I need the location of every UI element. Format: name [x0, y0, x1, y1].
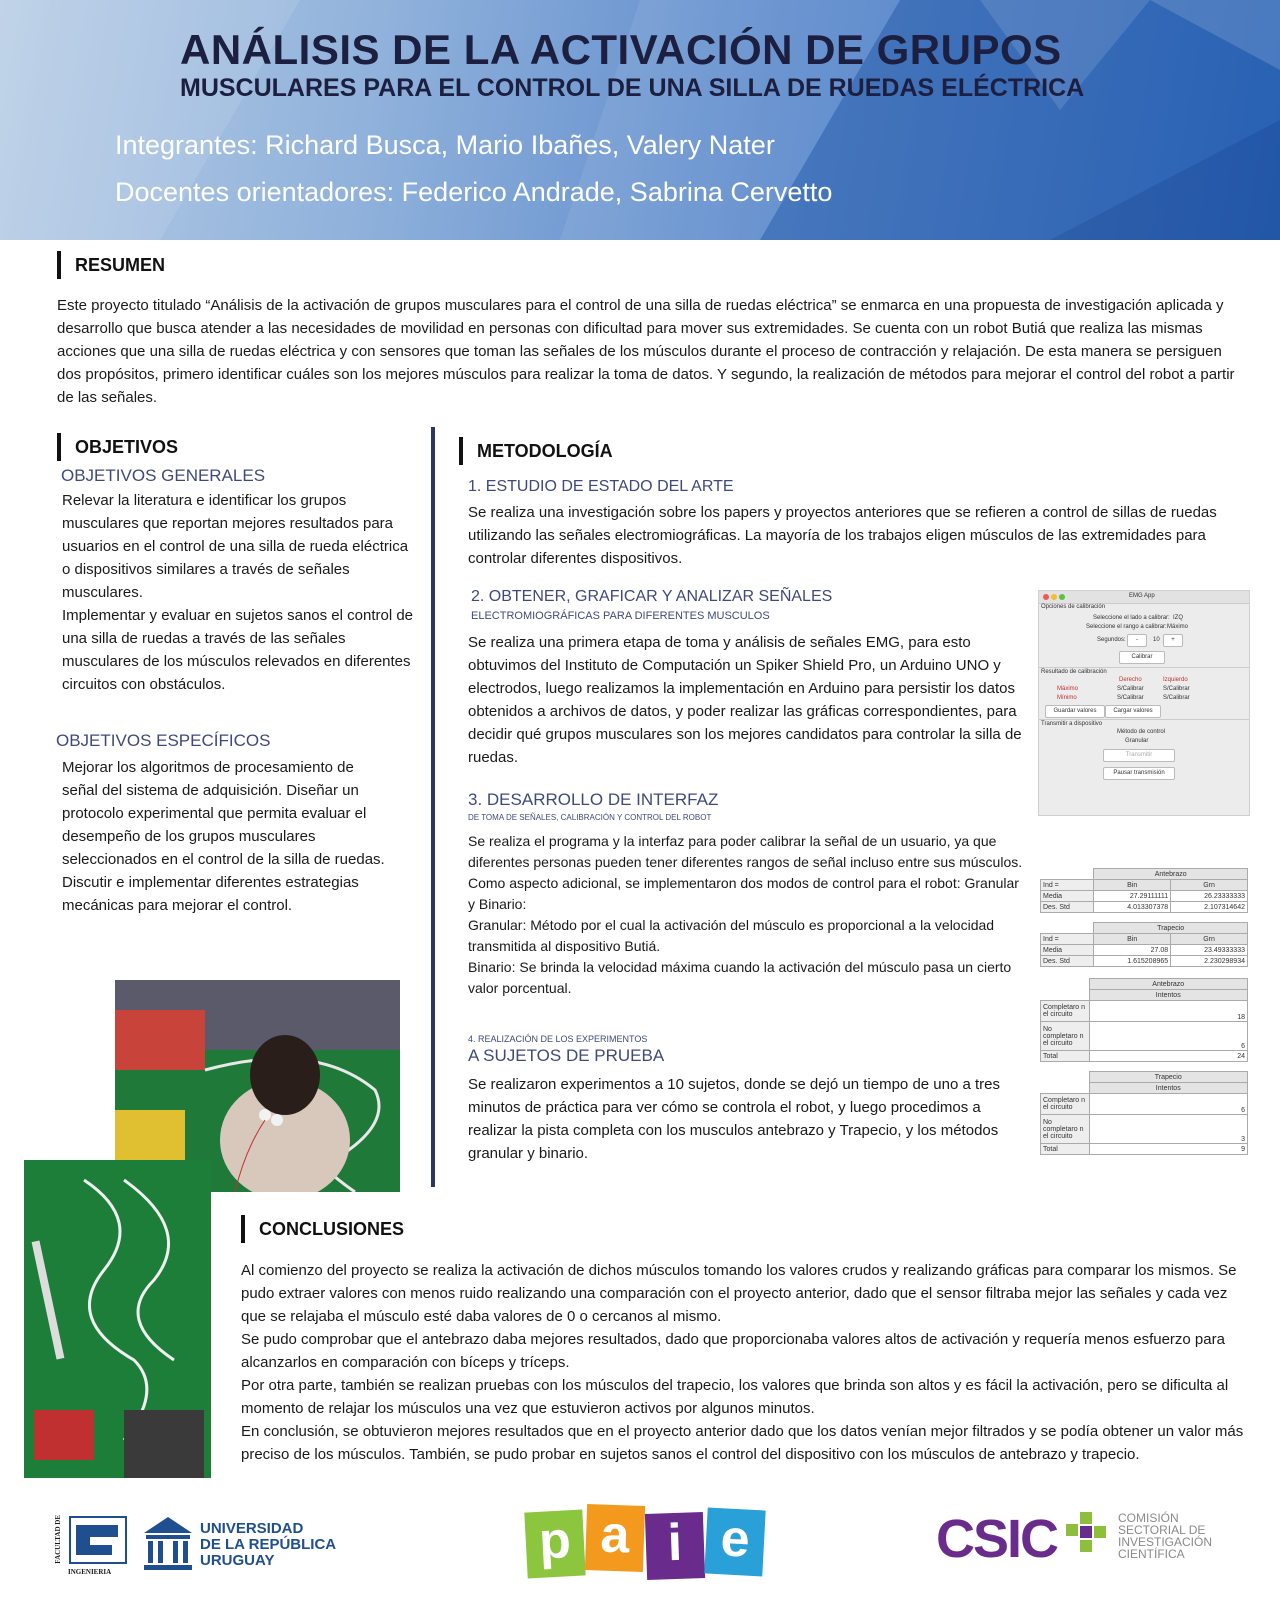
table-row-label: Media [1041, 891, 1094, 902]
table-group: Trapecio [1089, 1072, 1248, 1083]
table-row-label: No completaro n el circuito [1041, 1115, 1090, 1144]
min-left-value: S/Calibrar [1163, 695, 1190, 701]
resumen-text: Este proyecto titulado “Análisis de la activación de grupos musculares para el control de una silla de ruedas eléctrica” se enmarca en una propuesta de investigación aplicada y desarrollo que busca atender a las necesidades de movilidad en personas con dificultad para mover sus extremidades. Se cuenta con un robot Butiá que realiza las mismas acciones que una silla de ruedas eléctrica y con sensores que toman las señales de los músculos durante el proceso de contracción y relajación. De esta manera se persiguen dos propósitos, primero identificar cuáles son los mejores músculos para realizar la toma de datos. Y segundo, la realización de métodos para mejorar el control del robot a partir de las señales. [57, 297, 1235, 406]
col-right-label: Derecho [1119, 677, 1142, 683]
calib-section-label: Opciones de calibración [1041, 604, 1106, 610]
transmit-button[interactable]: Transmitir [1103, 749, 1175, 762]
table-row-label: Total [1041, 1144, 1090, 1155]
table-cell: 2.230298934 [1171, 956, 1248, 967]
max-right-value: S/Calibrar [1117, 686, 1144, 692]
metodologia-s3-text2: Granular: Método por el cual la activación del músculo es proporcional a la velocidad transmitida al dispositivo Butiá. [468, 917, 995, 954]
conclusiones-p3: Por otra parte, también se realizan pruebas con los músculos del trapecio, los valores que brinda son altos y es fácil la activación, pero se dificulta al momento de relajar los músculos una vez que estuvieron activos por algunos minutos. [241, 1377, 1229, 1417]
table-sub: Intentos [1089, 990, 1248, 1001]
paie-letter-p: p [524, 1510, 585, 1579]
csic-line2: SECTORIAL DE [1118, 1523, 1206, 1537]
poster-title-line2: MUSCULARES PARA EL CONTROL DE UNA SILLA DE RUEDAS ELÉCTRICA [180, 74, 1085, 102]
advisors-line: Docentes orientadores: Federico Andrade, Sabrina Cervetto [115, 177, 833, 207]
udelar-line1: UNIVERSIDAD [200, 1520, 304, 1537]
calibrate-button[interactable]: Calibrar [1119, 651, 1165, 664]
section-divider [1039, 719, 1249, 720]
emg-app-window [1038, 590, 1250, 816]
metodologia-heading: METODOLOGÍA [459, 437, 613, 465]
objetivos-generales-title: OBJETIVOS GENERALES [61, 466, 266, 485]
conclusiones-p4: En conclusión, se obtuvieron mejores resultados que en el proyecto anterior dado que los datos venían mejor filtrados y se podía obtener un valor más preciso de los músculos. También, se pudo probar en sujetos sanos el control del dispositivo con los músculos de antebrazo y trapecio. [241, 1423, 1244, 1463]
csic-line1: COMISIÓN [1118, 1511, 1179, 1525]
table-row-label: Completaro n el circuito [1041, 1094, 1090, 1115]
table-cell: 6 [1089, 1022, 1248, 1051]
csic-name [1118, 1512, 1212, 1560]
fing-logo [54, 1515, 128, 1576]
table-col: Grn [1171, 880, 1248, 891]
emg-app-title: EMG App [1129, 593, 1155, 599]
metodologia-s4-text: Se realizaron experimentos a 10 sujetos, donde se dejó un tiempo de uno a tres minutos de práctica para ver cómo se controla el robot, y luego procedimos a realizar la pista completa con los musculos antebrazo y Trapecio, y los métodos granular y binario. [468, 1076, 1001, 1162]
udelar-line3: URUGUAY [200, 1552, 275, 1569]
fing-line1: FACULTAD DE [54, 1515, 62, 1564]
paie-logo [526, 1505, 766, 1585]
seconds-minus-button[interactable]: - [1127, 634, 1147, 647]
row-min-label: Mínimo [1057, 695, 1077, 701]
range-label: Seleccione el rango a calibrar: [1086, 624, 1167, 630]
result-section-label: Resultado de calibración [1041, 669, 1107, 675]
emg-app-titlebar [1039, 591, 1249, 604]
paie-letter-a: a [585, 1504, 645, 1572]
table-cell: 3 [1089, 1115, 1248, 1144]
conclusiones-heading: CONCLUSIONES [241, 1215, 404, 1243]
table-cell: 9 [1089, 1144, 1248, 1155]
metodologia-s4-sub: 4. REALIZACIÓN DE LOS EXPERIMENTOS [468, 1034, 648, 1044]
table-cell: 1.615208965 [1094, 956, 1171, 967]
csic-squares-icon [1066, 1512, 1110, 1556]
udelar-name [200, 1521, 336, 1569]
poster-title-line1: ANÁLISIS DE LA ACTIVACIÓN DE GRUPOS [180, 26, 1062, 73]
metodologia-s1-text: Se realiza una investigación sobre los papers y proyectos anteriores que se refieren a control de sillas de ruedas utilizando las señales electromiográficas. La mayoría de los trabajos eligen músculos de las extremidades para controlar diferentes dispositivos. [468, 504, 1217, 567]
intentos-table-trapecio [1040, 1071, 1248, 1155]
metodologia-s2-sub: ELECTROMIOGRÁFICAS PARA DIFERENTES MUSCULOS [471, 610, 770, 622]
udelar-seal-icon [138, 1513, 198, 1575]
side-select[interactable]: IZQ [1173, 615, 1183, 621]
stats-table-antebrazo [1040, 868, 1248, 913]
row-max-label: Máximo [1057, 686, 1079, 692]
table-col: Bin [1094, 934, 1171, 945]
metodologia-s3-text1: Se realiza el programa y la interfaz para poder calibrar la señal de un usuario, ya que diferentes personas pueden tener diferentes rangos de señal incluso entre sus músculos. Como aspecto adicional, se implementaron dos modos de control para el robot: Granular y Binario: [468, 833, 1023, 912]
table-col: Grn [1171, 934, 1248, 945]
csic-line4: CIENTÍFICA [1118, 1547, 1185, 1561]
table-sub: Intentos [1089, 1083, 1248, 1094]
table-cell: 4.013307378 [1094, 902, 1171, 913]
seconds-value: 10 [1153, 637, 1160, 643]
table-cell: 26.23333333 [1171, 891, 1248, 902]
table-row-label: Des. Std [1041, 956, 1094, 967]
transmit-section-label: Transmitir a dispositivo [1041, 721, 1103, 727]
table-cell: 27.29111111 [1094, 891, 1171, 902]
paie-letter-i: i [645, 1512, 705, 1580]
side-label: Seleccione el lado a calibrar: [1093, 615, 1170, 621]
close-dot-icon[interactable] [1043, 594, 1049, 600]
poster-header [0, 0, 1280, 240]
paie-letter-e: e [704, 1508, 765, 1577]
table-row-label: Completaro n el circuito [1041, 1001, 1090, 1022]
pause-transmission-button[interactable]: Pausar transmisión [1103, 767, 1175, 780]
table-cell: 18 [1089, 1001, 1248, 1022]
table-group: Trapecio [1094, 923, 1248, 934]
save-values-button[interactable]: Guardar valores [1045, 705, 1105, 718]
table-cell: 23.49333333 [1171, 945, 1248, 956]
column-divider [431, 427, 435, 1187]
table-cell: 27.08 [1094, 945, 1171, 956]
seconds-plus-button[interactable]: + [1163, 634, 1183, 647]
metodologia-s1-title: 1. ESTUDIO DE ESTADO DEL ARTE [468, 478, 734, 495]
photo-circuit-track [24, 1160, 211, 1478]
csic-mark: CSIC [936, 1509, 1058, 1569]
csic-line3: INVESTIGACIÓN [1118, 1535, 1213, 1549]
intentos-table-antebrazo [1040, 978, 1248, 1062]
table-cell: 2.107314642 [1171, 902, 1248, 913]
metodologia-s3-text3: Binario: Se brinda la velocidad máxima cuando la activación del músculo pasa un cierto valor porcentual. [468, 959, 1012, 996]
table-row-label: Des. Std [1041, 902, 1094, 913]
objetivos-especificos-text: Mejorar los algoritmos de procesamiento de señal del sistema de adquisición. Diseñar un protocolo experimental que permita evaluar el desempeño de los grupos musculares seleccionados en el control de la silla de ruedas. Discutir e implementar diferentes estrategias mecánicas para mejorar el control. [62, 759, 385, 914]
objetivos-especificos-title: OBJETIVOS ESPECÍFICOS [56, 731, 271, 750]
table-index-label: Ind = [1041, 934, 1094, 945]
col-left-label: Izquierdo [1163, 677, 1188, 683]
metodologia-s3-title: 3. DESARROLLO DE INTERFAZ [468, 790, 719, 809]
objetivos-heading: OBJETIVOS [57, 433, 178, 461]
table-group: Antebrazo [1089, 979, 1248, 990]
metodologia-s2-title: 2. OBTENER, GRAFICAR Y ANALIZAR SEÑALES [471, 588, 833, 605]
resumen-heading: RESUMEN [57, 251, 165, 279]
mode-label: Método de control [1117, 729, 1166, 735]
objetivos-generales-text2: Implementar y evaluar en sujetos sanos el control de una silla de ruedas a través de las señales musculares de los músculos relevados en diferentes circuitos con obstáculos. [62, 607, 414, 693]
stats-table-trapecio [1040, 922, 1248, 967]
udelar-line2: DE LA REPÚBLICA [200, 1536, 337, 1553]
seconds-label: Segundos: [1097, 637, 1126, 643]
fing-line2: INGENIERIA [68, 1568, 112, 1576]
table-cell: 24 [1089, 1051, 1248, 1062]
max-left-value: S/Calibrar [1163, 686, 1190, 692]
metodologia-s3-sub: DE TOMA DE SEÑALES, CALIBRACIÓN Y CONTROL DEL ROBOT [468, 813, 712, 822]
table-cell: 6 [1089, 1094, 1248, 1115]
range-select[interactable]: Máximo [1167, 624, 1189, 630]
minimize-dot-icon[interactable] [1051, 594, 1057, 600]
table-group: Antebrazo [1094, 869, 1248, 880]
table-col: Bin [1094, 880, 1171, 891]
min-right-value: S/Calibrar [1117, 695, 1144, 701]
objetivos-generales-text: Relevar la literatura e identificar los grupos musculares que reportan mejores resultados para usuarios en el control de una silla de rueda eléctrica o dispositivos similares a través de señales musculares. [62, 492, 409, 601]
members-line: Integrantes: Richard Busca, Mario Ibañes, Valery Nater [115, 130, 775, 160]
table-index-label: Ind = [1041, 880, 1094, 891]
load-values-button[interactable]: Cargar valores [1105, 705, 1161, 718]
table-row-label: Media [1041, 945, 1094, 956]
mode-select[interactable]: Granular [1125, 738, 1149, 744]
section-divider [1039, 667, 1249, 668]
table-row-label: No completaro n el circuito [1041, 1022, 1090, 1051]
table-row-label: Total [1041, 1051, 1090, 1062]
maximize-dot-icon[interactable] [1059, 594, 1065, 600]
conclusiones-p1: Al comienzo del proyecto se realiza la activación de dichos músculos tomando los valores crudos y realizando gráficas para comparar los mismos. Se pudo extraer valores con menos ruido realizando una comparación con el proyecto anterior, dado que el sensor filtraba mejor las señales y cada vez que se relajaba el músculo esté daba valores de 0 o cercanos al mismo. [241, 1262, 1237, 1325]
conclusiones-p2: Se pudo comprobar que el antebrazo daba mejores resultados, dado que proporcionaba valores altos de activación y requería menos esfuerzo para alcanzarlos en comparación con bíceps y tríceps. [241, 1331, 1225, 1371]
metodologia-s4-title: A SUJETOS DE PRUEBA [468, 1046, 665, 1065]
metodologia-s2-text: Se realiza una primera etapa de toma y análisis de señales EMG, para esto obtuvimos del Instituto de Computación un Spiker Shield Pro, un Arduino UNO y electrodos, luego realizamos la implementación en Arduino para persistir los datos obtenidos a archivos de datos, y poder realizar las gráficas correspondientes, para decidir qué grupos musculares son los mejores candidatos para controlar la silla de ruedas. [468, 634, 1022, 766]
